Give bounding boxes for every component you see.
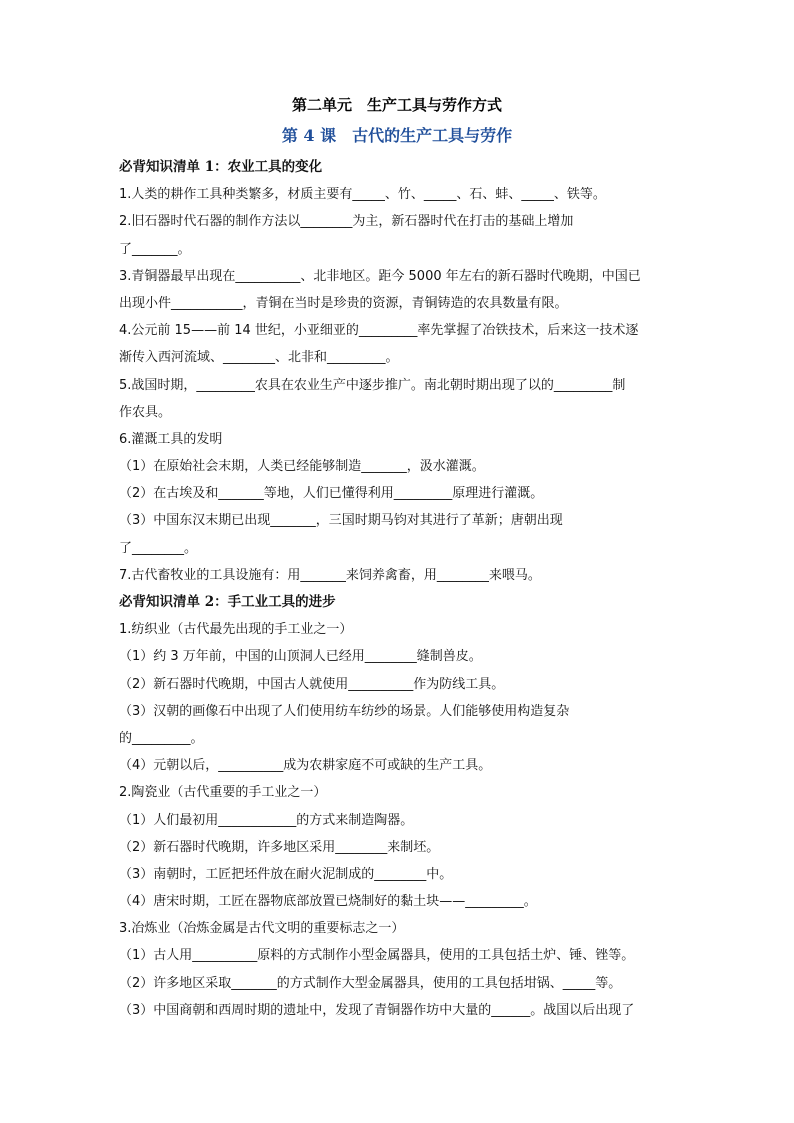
text-line: （4）元朝以后，__________成为农耕家庭不可或缺的生产工具。 [119, 758, 492, 774]
text-line: 1.人类的耕作工具种类繁多，材质主要有_____、竹、_____、石、蚌、_____、铁等。 [119, 187, 606, 203]
text-line: （2）新石器时代晚期，中国古人就使用__________作为防线工具。 [119, 676, 505, 692]
section-heading: 必背知识清单 2：手工业工具的进步 [119, 594, 336, 610]
text-line: （2）新石器时代晚期，许多地区采用________来制坯。 [119, 839, 440, 855]
text-line: （1）约 3 万年前，中国的山顶洞人已经用________缝制兽皮。 [119, 649, 482, 665]
text-line: 3.冶炼业（冶炼金属是古代文明的重要标志之一） [119, 921, 405, 937]
text-line: 渐传入西河流域、________、北非和_________。 [119, 350, 399, 366]
text-line: （3）中国商朝和西周时期的遗址中，发现了青铜器作坊中大量的______。战国以后出现了 [119, 1002, 635, 1018]
document-body [119, 154, 689, 1024]
text-line: （1）在原始社会末期，人类已经能够制造_______，汲水灌溉。 [119, 459, 485, 475]
text-line: 作农具。 [119, 404, 172, 420]
text-line: 1.纺织业（古代最先出现的手工业之一） [119, 622, 353, 638]
text-line: （3）汉朝的画像石中出现了人们使用纺车纺纱的场景。人们能够使用构造复杂 [119, 703, 570, 719]
text-line: 2.陶瓷业（古代重要的手工业之一） [119, 785, 327, 801]
text-line: 6.灌溉工具的发明 [119, 431, 223, 447]
text-line: （2）许多地区采取_______的方式制作大型金属器具，使用的工具包括坩锅、_____等。 [119, 975, 622, 991]
text-line: 5.战国时期，_________农具在农业生产中逐步推广。南北朝时期出现了以的_________制 [119, 377, 626, 393]
text-line: 出现小件___________，青铜在当时是珍贵的资源，青铜铸造的农具数量有限。 [119, 295, 568, 311]
lesson-title: 第 4 课 古代的生产工具与劳作 [281, 126, 513, 145]
text-line: 4.公元前 15——前 14 世纪，小亚细亚的_________率先掌握了冶铁技术，后来这一技术逐 [119, 323, 639, 339]
unit-title: 第二单元 生产工具与劳作方式 [291, 96, 502, 114]
text-line: （1）人们最初用____________的方式来制造陶器。 [119, 812, 414, 828]
text-line: （4）唐宋时期，工匠在器物底部放置已烧制好的黏土块——_________。 [119, 894, 537, 910]
text-line: 了_______。 [119, 241, 191, 257]
text-line: 3.青铜器最早出现在__________、北非地区。距今 5000 年左右的新石器时代晚期，中国已 [119, 268, 641, 284]
text-line: 2.旧石器时代石器的制作方法以________为主，新石器时代在打击的基础上增加 [119, 214, 574, 230]
text-line: 了________。 [119, 540, 198, 556]
text-line: （1）古人用__________原料的方式制作小型金属器具，使用的工具包括土炉、锤、锉等。 [119, 948, 635, 964]
text-line: 的_________。 [119, 730, 204, 746]
text-line: （3）南朝时，工匠把坯件放在耐火泥制成的________中。 [119, 866, 453, 882]
section-heading: 必背知识清单 1：农业工具的变化 [119, 159, 323, 175]
text-line: （3）中国东汉末期已出现_______，三国时期马钧对其进行了革新；唐朝出现 [119, 513, 563, 529]
text-line: （2）在古埃及和_______等地，人们已懂得利用_________原理进行灌溉。 [119, 486, 544, 502]
text-line: 7.古代畜牧业的工具设施有：用_______来饲养禽畜，用________来喂马。 [119, 567, 541, 583]
